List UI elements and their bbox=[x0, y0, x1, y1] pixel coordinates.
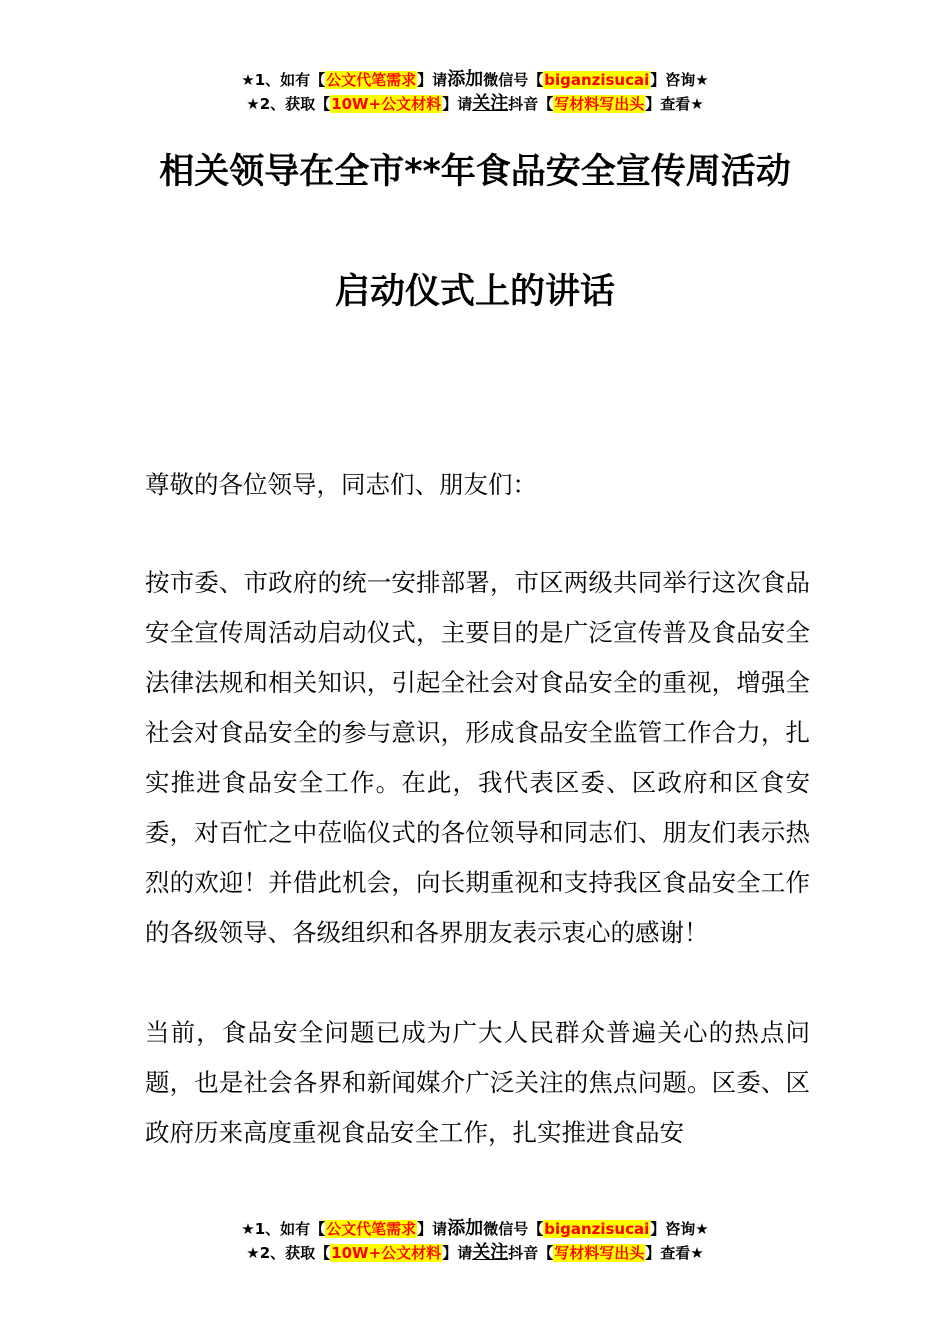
document-title-line-1: 相关领导在全市**年食品安全宣传周活动 bbox=[159, 152, 791, 192]
promo-emphasis: 关注 bbox=[472, 1242, 509, 1263]
promo-text: ★1、如有【 bbox=[241, 1220, 326, 1238]
promo-emphasis: 添加 bbox=[447, 1218, 484, 1239]
promo-text: 抖音【 bbox=[508, 95, 554, 113]
promo-emphasis: 添加 bbox=[447, 69, 484, 90]
promo-highlight: biganzisucai bbox=[544, 1220, 650, 1238]
salutation: 尊敬的各位领导，同志们、朋友们： bbox=[145, 470, 537, 499]
promo-highlight: 公文代笔需求 bbox=[326, 1220, 417, 1238]
promo-text: 】请 bbox=[442, 95, 473, 113]
document-body bbox=[145, 558, 810, 1208]
document-title-line-2: 启动仪式上的讲话 bbox=[334, 272, 615, 312]
promo-text: 】查看★ bbox=[645, 95, 704, 113]
promo-text: 】请 bbox=[417, 1220, 448, 1238]
promo-text: 微信号【 bbox=[483, 1220, 544, 1238]
promo-line-1 bbox=[0, 68, 950, 92]
paragraph: 按市委、市政府的统一安排部署，市区两级共同举行这次食品安全宣传周活动启动仪式，主要目的是广泛宣传普及食品安全法律法规和相关知识，引起全社会对食品安全的重视，增强全社会对食品安全的参与意识，形成食品安全监管工作合力，扎实推进食品安全工作。在此，我代表区委、区政府和区食安委，对百忙之中莅临仪式的各位领导和同志们、朋友们表示热烈的欢迎！并借此机会，向长期重视和支持我区食品安全工作的各级领导、各级组织和各界朋友表示衷心的感谢！ bbox=[145, 568, 810, 947]
promo-line-2 bbox=[0, 92, 950, 116]
promo-text: 】咨询★ bbox=[650, 1220, 709, 1238]
promo-line-1 bbox=[0, 1217, 950, 1241]
footer-promo-banner bbox=[0, 1217, 950, 1265]
promo-emphasis: 关注 bbox=[472, 93, 509, 114]
promo-highlight: biganzisucai bbox=[544, 71, 650, 89]
promo-line-2 bbox=[0, 1241, 950, 1265]
promo-text: 】咨询★ bbox=[650, 71, 709, 89]
header-promo-banner bbox=[0, 68, 950, 116]
promo-text: 】请 bbox=[442, 1244, 473, 1262]
promo-text: 微信号【 bbox=[483, 71, 544, 89]
promo-text: ★2、获取【 bbox=[246, 1244, 331, 1262]
promo-highlight: 公文代笔需求 bbox=[326, 71, 417, 89]
promo-highlight: 写材料写出头 bbox=[554, 95, 645, 113]
promo-text: ★2、获取【 bbox=[246, 95, 331, 113]
promo-highlight: 10W+公文材料 bbox=[331, 95, 442, 113]
promo-highlight: 10W+公文材料 bbox=[331, 1244, 442, 1262]
promo-highlight: 写材料写出头 bbox=[554, 1244, 645, 1262]
promo-text: 】查看★ bbox=[645, 1244, 704, 1262]
paragraph: 当前，食品安全问题已成为广大人民群众普遍关心的热点问题，也是社会各界和新闻媒介广泛关注的焦点问题。区委、区政府历来高度重视食品安全工作，扎实推进食品安 bbox=[145, 1018, 810, 1147]
promo-text: ★1、如有【 bbox=[241, 71, 326, 89]
promo-text: 】请 bbox=[417, 71, 448, 89]
promo-text: 抖音【 bbox=[508, 1244, 554, 1262]
